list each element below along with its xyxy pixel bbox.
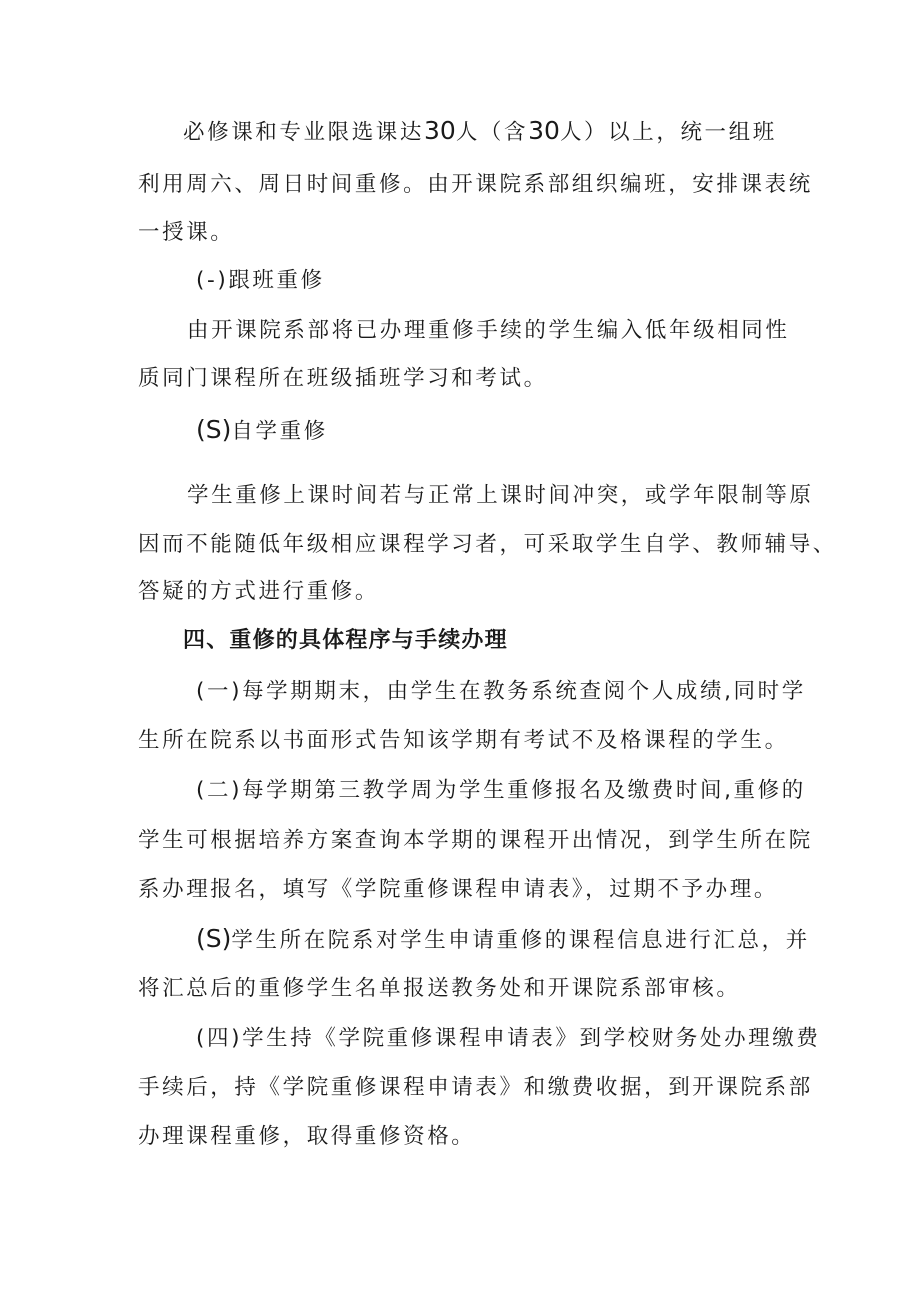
item2-line1: (二)每学期第三教学周为学生重修报名及缴费时间,重修的 bbox=[196, 778, 806, 803]
item4-line3: 办理课程重修，取得重修资格。 bbox=[138, 1124, 476, 1149]
p1-line1 bbox=[183, 116, 777, 146]
p1-number-1: 30 bbox=[424, 116, 456, 145]
item1-line2: 生所在院系以书面形式告知该学期有考试不及格课程的学生。 bbox=[138, 728, 789, 753]
item2-line3: 系办理报名，填写《学院重修课程申请表》，过期不予办理。 bbox=[138, 877, 778, 902]
section-4-title: 四、重修的具体程序与手续办理 bbox=[183, 628, 508, 653]
item3-line2: 将汇总后的重修学生名单报送教务处和开课院系部审核。 bbox=[138, 976, 741, 1001]
p1-number-2: 30 bbox=[528, 116, 560, 145]
heading-text: 自学重修 bbox=[231, 419, 328, 444]
p1-line3: 一授课。 bbox=[138, 220, 235, 245]
item3-line1 bbox=[196, 924, 810, 954]
item2-line2: 学生可根据培养方案查询本学期的课程开出情况，到学生所在院 bbox=[138, 828, 813, 853]
heading-marker: (S) bbox=[196, 415, 232, 444]
item1-line1: (一)每学期期末，由学生在教务系统查阅个人成绩,同时学 bbox=[196, 679, 806, 704]
p3-line1: 学生重修上课时间若与正常上课时间冲突，或学年限制等原 bbox=[187, 483, 814, 508]
p2-line2: 质同门课程所在班级插班学习和考试。 bbox=[138, 366, 548, 391]
item4-line1: (四)学生持《学院重修课程申请表》到学校财务处办理缴费 bbox=[196, 1026, 821, 1051]
p2-line1: 由开课院系部将已办理重修手续的学生编入低年级相同性 bbox=[187, 318, 790, 343]
item4-line2: 手续后，持《学院重修课程申请表》和缴费收据，到开课院系部 bbox=[138, 1075, 813, 1100]
section-heading-follow-class: (-)跟班重修 bbox=[196, 268, 325, 293]
item3-text: 学生所在院系对学生申请重修的课程信息进行汇总，并 bbox=[231, 928, 810, 953]
p1-text-a: 必修课和专业限选课达 bbox=[183, 120, 425, 145]
section-heading-self-study bbox=[196, 415, 328, 445]
item3-marker: (S) bbox=[196, 924, 232, 953]
p3-line2: 因而不能随低年级相应课程学习者，可采取学生自学、教师辅导、 bbox=[138, 532, 837, 557]
p1-text-c: 人）以上，统一组班 bbox=[559, 120, 777, 145]
p1-line2: 利用周六、周日时间重修。由开课院系部组织编班，安排课表统 bbox=[138, 172, 813, 197]
p1-text-b: 人（含 bbox=[455, 120, 529, 145]
p3-line3: 答疑的方式进行重修。 bbox=[138, 579, 380, 604]
